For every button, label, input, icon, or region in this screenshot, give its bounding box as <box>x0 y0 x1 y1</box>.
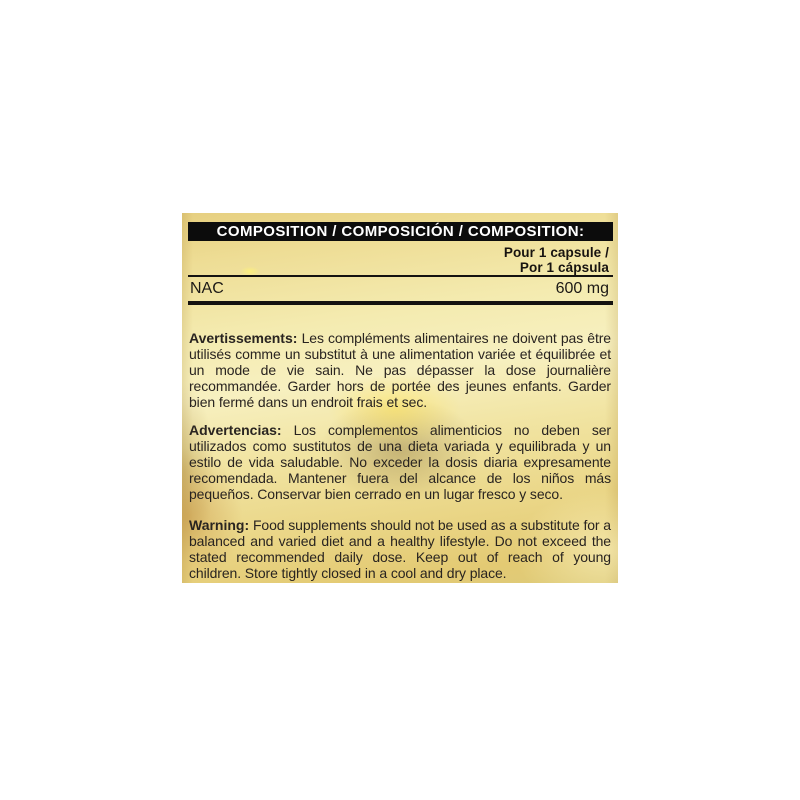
divider-thin <box>188 275 613 277</box>
warning-label-en: Warning: <box>189 517 250 534</box>
warning-label-fr: Avertissements: <box>189 330 298 347</box>
ingredient-name: NAC <box>190 279 224 297</box>
warning-paragraph-es <box>189 422 611 502</box>
serving-line-fr: Pour 1 capsule / <box>503 245 609 260</box>
divider-thick <box>188 301 613 306</box>
serving-size <box>182 245 609 275</box>
warning-text-es: Los complementos alimenticios no deben ser utilizados como sustitutos de una dieta variada y equilibrada y un estilo de vida saludable. No exceder la dosis diaria expresamente recomendada. Mantener fuera del alcance de los niños más pequeños. Conservar bien cerrado en un lugar fresco y seco. <box>189 422 611 503</box>
supplement-label-panel <box>182 213 618 583</box>
warning-label-es: Advertencias: <box>189 422 282 439</box>
composition-header-bar <box>188 222 613 241</box>
ingredient-amount: 600 mg <box>555 279 609 297</box>
warning-paragraph-en <box>189 517 611 581</box>
serving-line-es: Por 1 cápsula <box>519 260 609 275</box>
composition-header-text: COMPOSITION / COMPOSICIÓN / COMPOSITION: <box>216 223 585 240</box>
warning-text-fr: Les compléments alimentaires ne doivent pas être utilisés comme un substitut à une alimentation variée et équilibrée et un mode de vie sain. Ne pas dépasser la dose journalière recommandée. Garder hors de portée des jeunes enfants. Garder bien fermé dans un endroit frais et sec. <box>189 330 611 411</box>
warning-paragraph-fr <box>189 330 611 410</box>
ingredient-row <box>190 280 609 298</box>
warning-text-en: Food supplements should not be used as a substitute for a balanced and varied diet and a healthy lifestyle. Do not exceed the stated recommended daily dose. Keep out of reach of young children. Store tightly closed in a cool and dry place. <box>189 517 611 582</box>
